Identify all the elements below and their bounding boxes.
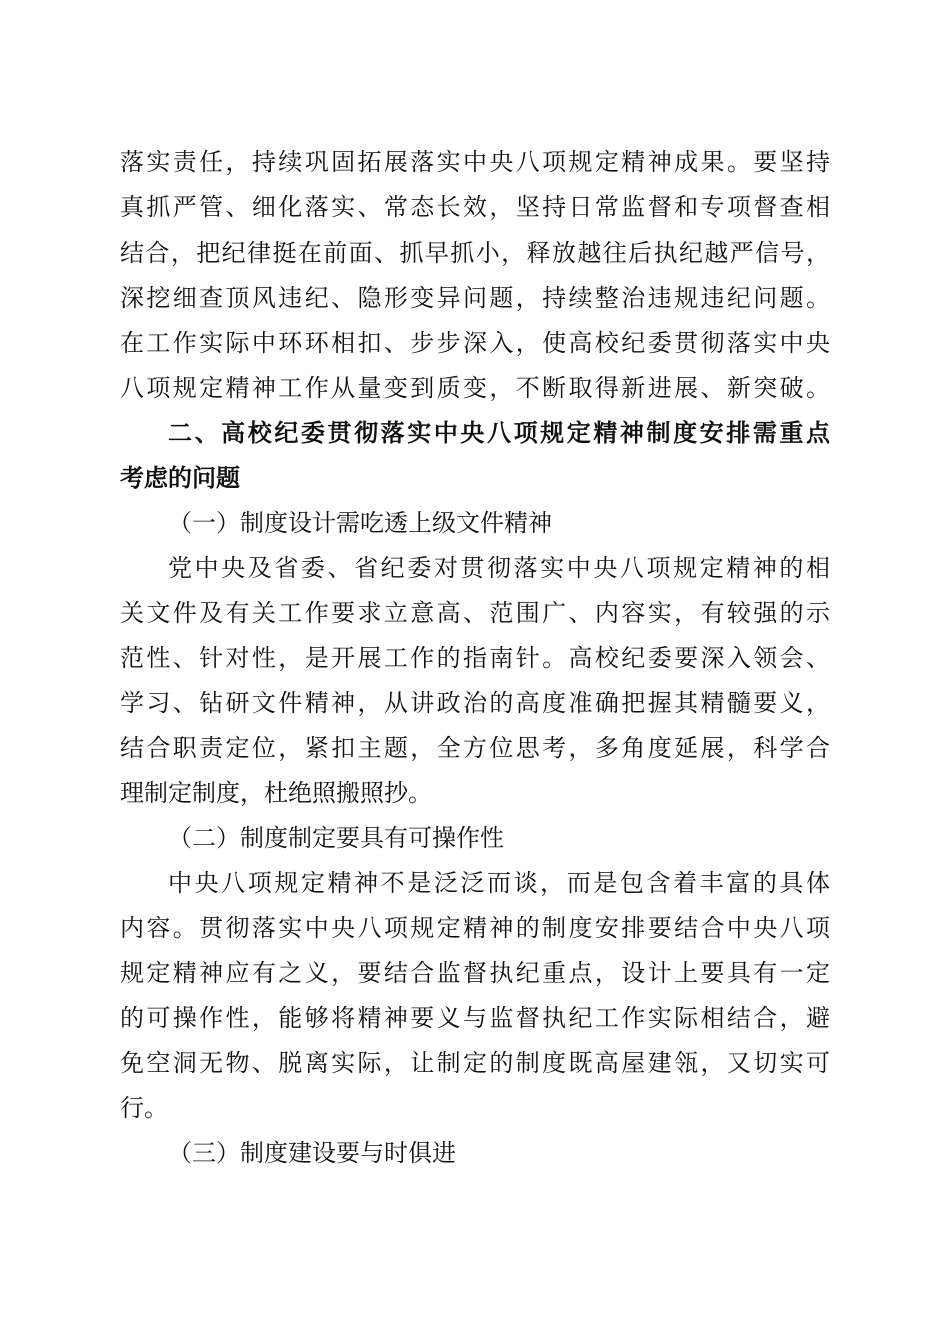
paragraph-line: 在工作实际中环环相扣、步步深入，使高校纪委贯彻落实中央 xyxy=(120,329,830,357)
paragraph-line: 深挖细查顶风违纪、隐形变异问题，持续整治违规违纪问题。 xyxy=(120,284,830,312)
paragraph-line: 结合职责定位，紧扣主题，全方位思考，多角度延展，科学合 xyxy=(120,734,830,762)
paragraph-line: 学习、钻研文件精神，从讲政治的高度准确把握其精髓要义， xyxy=(120,689,830,717)
subsection-title: （二）制度制定要具有可操作性 xyxy=(168,824,504,852)
paragraph-line: 行。 xyxy=(120,1094,168,1122)
paragraph-line: 的可操作性，能够将精神要义与监督执纪工作实际相结合，避 xyxy=(120,1004,830,1032)
paragraph-line: 中央八项规定精神不是泛泛而谈，而是包含着丰富的具体 xyxy=(168,869,830,897)
paragraph-line: 免空洞无物、脱离实际，让制定的制度既高屋建瓴，又切实可 xyxy=(120,1049,830,1077)
paragraph-line: 真抓严管、细化落实、常态长效，坚持日常监督和专项督查相 xyxy=(120,193,830,221)
paragraph-line: 理制定制度，杜绝照搬照抄。 xyxy=(120,779,432,807)
paragraph-line: 规定精神应有之义，要结合监督执纪重点，设计上要具有一定 xyxy=(120,959,830,987)
subsection-title: （一）制度设计需吃透上级文件精神 xyxy=(168,509,552,537)
paragraph-line: 党中央及省委、省纪委对贯彻落实中央八项规定精神的相 xyxy=(168,554,830,582)
subsection-title: （三）制度建设要与时俱进 xyxy=(168,1139,456,1167)
paragraph-line: 范性、针对性，是开展工作的指南针。高校纪委要深入领会、 xyxy=(120,644,830,672)
paragraph-line: 八项规定精神工作从量变到质变，不断取得新进展、新突破。 xyxy=(120,374,830,402)
paragraph-line: 落实责任，持续巩固拓展落实中央八项规定精神成果。要坚持 xyxy=(120,148,830,176)
section-heading: 二、高校纪委贯彻落实中央八项规定精神制度安排需重点 xyxy=(168,419,830,447)
paragraph-line: 关文件及有关工作要求立意高、范围广、内容实，有较强的示 xyxy=(120,599,830,627)
paragraph-line: 结合，把纪律挺在前面、抓早抓小，释放越往后执纪越严信号， xyxy=(120,239,830,267)
paragraph-line: 内容。贯彻落实中央八项规定精神的制度安排要结合中央八项 xyxy=(120,914,830,942)
section-heading: 考虑的问题 xyxy=(120,464,240,492)
